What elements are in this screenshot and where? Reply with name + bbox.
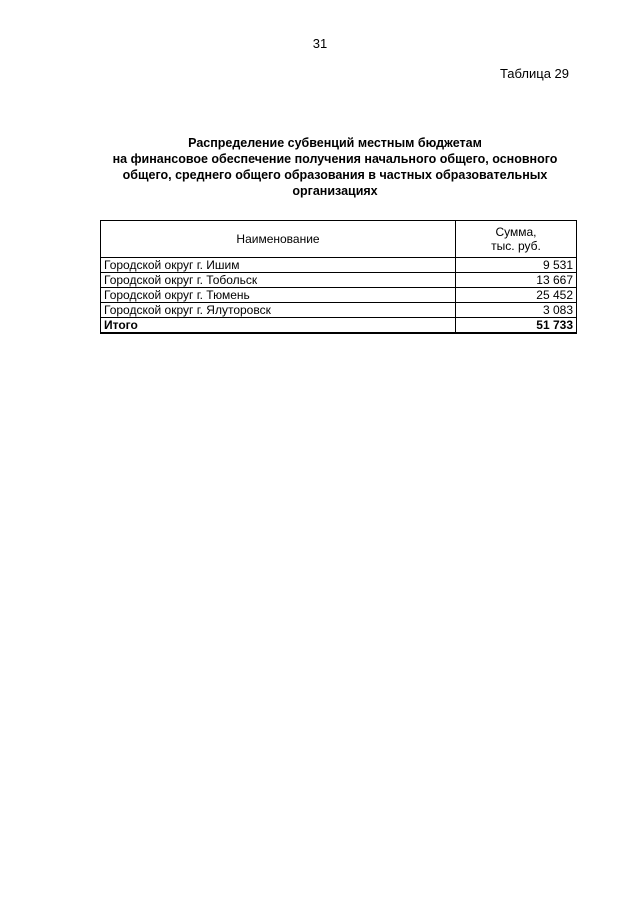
title-line: Распределение субвенций местным бюджетам: [188, 136, 482, 150]
title-line: общего, среднего общего образования в частных образовательных: [122, 168, 548, 182]
row-name: Городской округ г. Ишим: [101, 258, 456, 273]
table-header-row: [101, 221, 577, 258]
row-sum: 25 452: [456, 288, 577, 303]
title-line: организациях: [292, 184, 378, 198]
subsidy-table: [100, 220, 577, 334]
table-row: [101, 288, 577, 303]
header-name: Наименование: [101, 221, 456, 258]
page-number: 31: [312, 36, 328, 51]
table-label: Таблица 29: [499, 66, 569, 81]
total-name: Итого: [101, 318, 456, 334]
document-title: [90, 135, 580, 199]
header-sum-line1: Сумма,: [495, 225, 537, 239]
row-name: Городской округ г. Тюмень: [101, 288, 456, 303]
row-name: Городской округ г. Тобольск: [101, 273, 456, 288]
table-row: [101, 273, 577, 288]
row-sum: 3 083: [456, 303, 577, 318]
table-total-row: [101, 318, 577, 334]
row-name: Городской округ г. Ялуторовск: [101, 303, 456, 318]
header-sum: [456, 221, 577, 258]
row-sum: 9 531: [456, 258, 577, 273]
header-sum-line2: тыс. руб.: [491, 239, 541, 253]
title-line: на финансовое обеспечение получения начального общего, основного: [112, 152, 558, 166]
table-row: [101, 258, 577, 273]
row-sum: 13 667: [456, 273, 577, 288]
table-row: [101, 303, 577, 318]
total-sum: 51 733: [456, 318, 577, 334]
